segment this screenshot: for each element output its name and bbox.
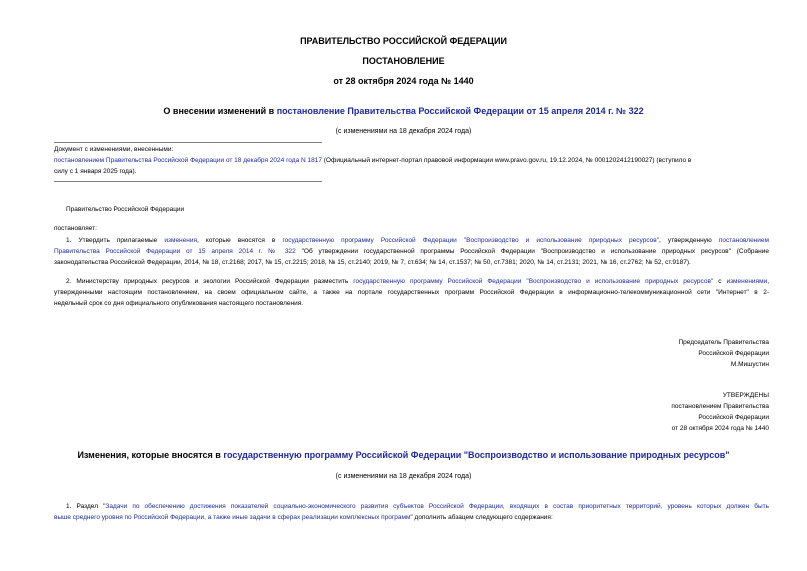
- decrees-line: постановляет:: [54, 225, 97, 232]
- changes-heading-prefix: Изменения, которые вносятся в: [77, 450, 224, 460]
- signature-block: [500, 337, 769, 370]
- item1-section-link-cont[interactable]: выше среднего уровня по Российской Федерации, а также иные задачи в сферах реализации комплексных программ: [54, 514, 411, 521]
- changes-box-top-rule: [54, 142, 322, 143]
- paragraph-1-line-3: законодательства Российской Федерации, 2014, № 18, ст.2168; 2017, № 15, ст.2215; 2018, № 15, ст.2140; 2019, № 7, ст.634; № 14, ст.1537; № 50, ст.7381; 2020, № 14, ст.2131; 2021, № 16, ст.2762; № 52, ст.9187).: [54, 259, 691, 266]
- signature-country: Российской Федерации: [698, 350, 769, 357]
- p1-decree-link-cont[interactable]: Правительства Российской Федерации от 15 апреля 2014 г. № 322: [54, 248, 296, 255]
- changes-heading-program-link[interactable]: государственную программу Российской Федерации "Воспроизводство и использование природных ресурсов": [223, 450, 730, 460]
- p1-text-c: , утвержденную: [659, 237, 719, 244]
- changes-box: [54, 144, 769, 177]
- paragraph-1: [54, 235, 769, 268]
- p2-program-link[interactable]: государственную программу Российской Федерации "Воспроизводство и использование природных ресурсов": [353, 278, 714, 285]
- changes-box-effective: силу с 1 января 2025 года).: [54, 168, 137, 175]
- p2-text-b: с: [713, 278, 727, 285]
- p1-program-link[interactable]: государственную программу Российской Федерации "Воспроизводство и использование природных ресурсов": [282, 237, 660, 244]
- changes-revision-note: (с изменениями на 18 декабря 2024 года): [335, 473, 472, 480]
- paragraph-1-line-1: [54, 235, 769, 246]
- paragraph-1-line-2: [54, 246, 769, 257]
- p2-changes-link[interactable]: изменениями: [726, 278, 768, 285]
- government-title: ПРАВИТЕЛЬСТВО РОССИЙСКОЙ ФЕДЕРАЦИИ: [300, 36, 507, 46]
- paragraph-2-line-1: [54, 276, 769, 287]
- approved-date: от 28 октября 2024 года № 1440: [671, 425, 769, 432]
- title-revision-note: (с изменениями на 18 декабря 2024 года): [335, 128, 472, 135]
- changes-item-1-line-1: [54, 501, 769, 512]
- p1-decree-link[interactable]: постановлением: [718, 237, 769, 244]
- amending-decree-details: (Официальный интернет-портал правовой информации www.pravo.gov.ru, 19.12.2024, № 0001202412190027) (вступило в: [321, 157, 692, 164]
- signature-name: М.Мишустин: [730, 361, 769, 368]
- p1-text-a: 1. Утвердить прилагаемые: [66, 237, 165, 244]
- document-type: ПОСТАНОВЛЕНИЕ: [362, 56, 445, 66]
- changes-box-line: [54, 155, 769, 166]
- p1-text-b: , которые вносятся в: [197, 237, 283, 244]
- changes-box-bottom-rule: [54, 181, 322, 182]
- title-decree-link[interactable]: постановление Правительства Российской Федерации от 15 апреля 2014 г. № 322: [276, 106, 644, 116]
- changes-heading: [0, 450, 807, 461]
- p2-text-a: 2. Министерству природных ресурсов и экологии Российской Федерации разместить: [66, 278, 354, 285]
- p2-text-c: ,: [767, 278, 769, 285]
- amending-decree-link[interactable]: постановлением Правительства Российской Федерации от 18 декабря 2024 года N 1817: [54, 157, 322, 164]
- paragraph-2-line-2: утвержденными настоящим постановлением, на своем официальном сайте, а также на портале государственных программ Российской Федерации в информационно-телекоммуникационной сети "Интернет" в 2-: [54, 289, 769, 296]
- changes-item-1-line-2: [54, 512, 769, 523]
- approved-block: [500, 390, 769, 434]
- item1-text-b: " дополнить абзацем следующего содержания:: [410, 514, 553, 521]
- approved-title: УТВЕРЖДЕНЫ: [722, 392, 769, 399]
- signature-position: Председатель Правительства: [678, 339, 769, 346]
- item1-section-link[interactable]: Задачи по обеспечению достижения показателей социально-экономического развития субъектов Российской Федерации, входящих в состав приоритетных территорий, уровень которых должен быть: [105, 503, 769, 510]
- title-prefix: О внесении изменений в: [163, 106, 277, 116]
- paragraph-2-line-3: недельный срок со дня официального опубликования настоящего постановления.: [54, 300, 304, 307]
- approved-by: постановлением Правительства: [671, 403, 769, 410]
- item1-text-a: 1. Раздел ": [66, 503, 106, 510]
- changes-item-1: [54, 501, 769, 523]
- p1-changes-link[interactable]: изменения: [164, 237, 197, 244]
- approved-country: Российской Федерации: [698, 414, 769, 421]
- changes-box-intro: Документ с изменениями, внесенными:: [54, 146, 174, 153]
- document-date-number: от 28 октября 2024 года № 1440: [333, 76, 474, 86]
- document-title: [0, 106, 807, 117]
- p1-decree-title: "Об утверждении государственной программы Российской Федерации "Воспроизводство и использование природных ресурсов" (Собрание: [295, 248, 769, 255]
- paragraph-2: [54, 276, 769, 309]
- government-line: Правительство Российской Федерации: [66, 206, 185, 213]
